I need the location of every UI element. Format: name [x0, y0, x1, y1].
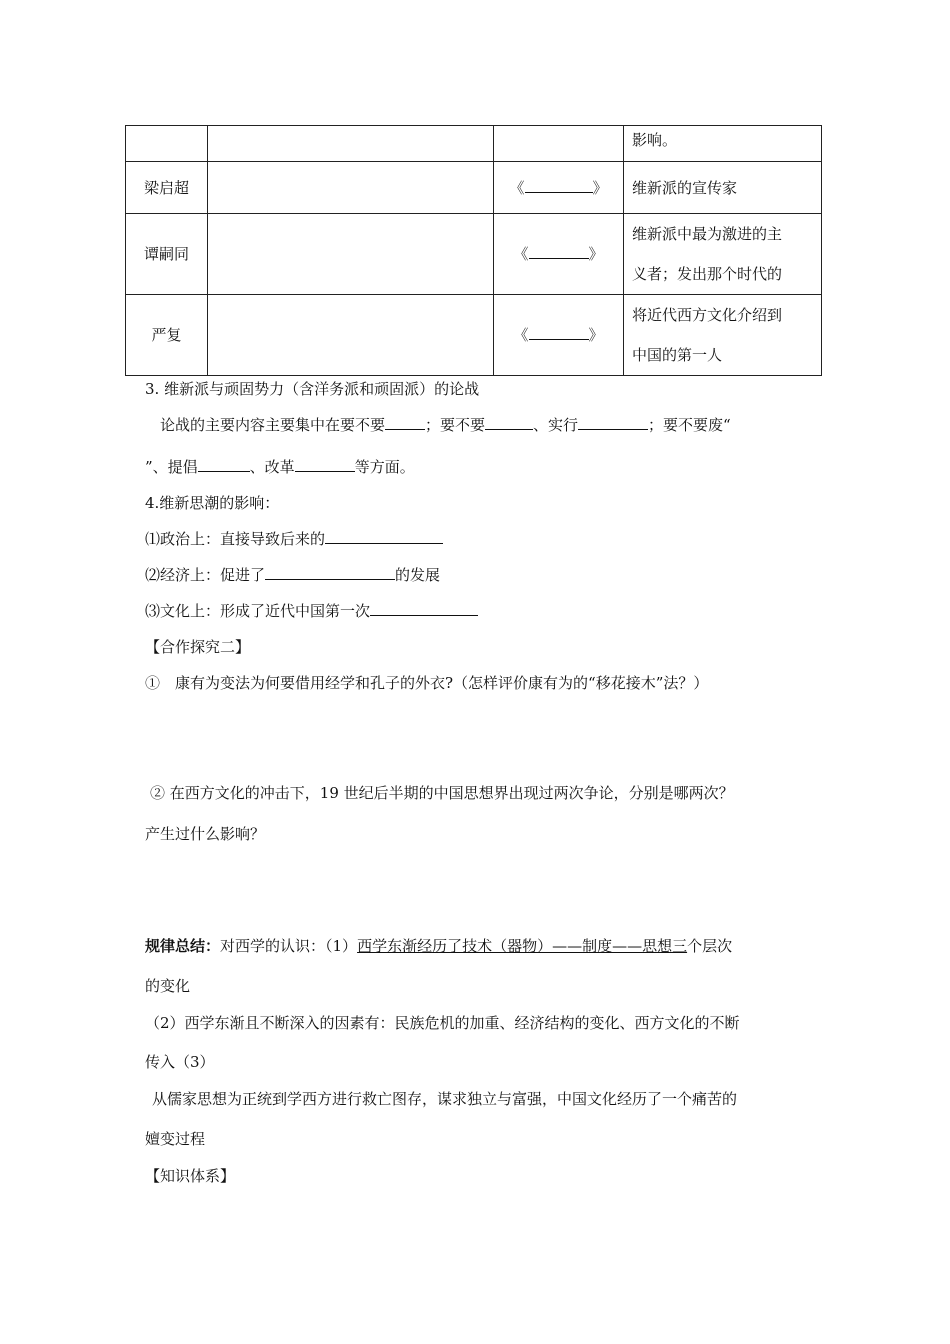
book-title-blank[interactable]	[529, 324, 589, 340]
book-close-bracket: 》	[592, 178, 608, 197]
book-close-bracket: 》	[588, 245, 604, 263]
summary-line-4: 传入（3）	[145, 1053, 215, 1071]
debate-text: 、改革	[249, 458, 295, 476]
work-cell	[208, 126, 494, 162]
section3-heading: 3. 维新派与顽固势力（含洋务派和顽固派）的论战	[145, 380, 480, 398]
impact-text: ⑴政治上：直接导致后来的	[145, 530, 326, 548]
description-line: 维新派的宣传家	[632, 178, 738, 197]
section4-heading: 4.维新思潮的影响：	[145, 494, 280, 512]
summary-text: 对西学的认识：（1）	[220, 937, 358, 955]
impact-text: ⑵经济上：促进了	[145, 566, 266, 584]
knowledge-heading: 【知识体系】	[145, 1167, 236, 1185]
coop-heading: 【合作探究二】	[145, 638, 251, 656]
description-line: 将近代西方文化介绍到	[632, 306, 783, 324]
table-row	[126, 214, 822, 295]
impact-economic	[145, 564, 440, 585]
fill-blank[interactable]	[385, 414, 425, 430]
debate-text: ；要不要废“	[648, 416, 731, 434]
table-row	[126, 295, 822, 376]
work-cell	[208, 162, 494, 214]
impact-political	[145, 528, 443, 549]
debate-text: ；要不要	[425, 416, 486, 434]
debate-text: 等方面。	[354, 458, 415, 476]
reformer-name: 梁启超	[126, 162, 208, 214]
reformer-name: 严复	[126, 295, 208, 376]
book-title-cell	[494, 162, 624, 214]
reformer-name	[126, 126, 208, 162]
work-cell	[208, 295, 494, 376]
fill-blank[interactable]	[325, 528, 443, 544]
description-line: 义者；发出那个时代的	[632, 265, 783, 283]
summary-line-1	[145, 935, 732, 956]
impact-text: 的发展	[395, 566, 441, 584]
summary-text: 个层次	[687, 937, 733, 955]
table-row	[126, 162, 822, 214]
book-title-cell	[494, 126, 624, 162]
fill-blank[interactable]	[370, 600, 478, 616]
book-title-blank[interactable]	[529, 243, 589, 259]
book-open-bracket: 《	[509, 178, 525, 197]
book-open-bracket: 《	[513, 326, 529, 344]
reformers-table	[125, 125, 822, 376]
debate-text: 论战的主要内容主要集中在要不要	[160, 416, 386, 434]
book-title-cell	[494, 214, 624, 295]
reformer-description	[624, 126, 822, 162]
fill-blank[interactable]	[485, 414, 533, 430]
fill-blank[interactable]	[265, 564, 395, 580]
coop-question-2-cont: 产生过什么影响？	[145, 825, 266, 843]
work-cell	[208, 214, 494, 295]
debate-text: 、实行	[533, 416, 579, 434]
summary-underlined: 西学东渐经历了技术（器物）——制度——思想三	[357, 937, 688, 955]
table-row	[126, 126, 822, 162]
description-line: 影响。	[632, 131, 678, 149]
reformer-description	[624, 162, 822, 214]
book-open-bracket: 《	[513, 245, 529, 263]
summary-line-5: 从儒家思想为正统到学西方进行救亡图存，谋求独立与富强，中国文化经历了一个痛苦的	[152, 1090, 738, 1108]
book-title-cell	[494, 295, 624, 376]
fill-blank[interactable]	[295, 456, 355, 472]
coop-question-1: ① 康有为变法为何要借用经学和孔子的外衣?（怎样评价康有为的“移花接木”法？）	[145, 674, 709, 692]
summary-line-2: 的变化	[145, 977, 191, 995]
book-close-bracket: 》	[588, 326, 604, 344]
reformer-description	[624, 295, 822, 376]
reformer-name: 谭嗣同	[126, 214, 208, 295]
summary-label: 规律总结：	[145, 937, 221, 955]
debate-line-2	[145, 456, 415, 477]
debate-text: ”、提倡	[145, 458, 198, 476]
summary-line-6: 嬗变过程	[145, 1130, 206, 1148]
impact-cultural	[145, 600, 478, 621]
reformer-description	[624, 214, 822, 295]
coop-question-2: ② 在西方文化的冲击下，19 世纪后半期的中国思想界出现过两次争论，分别是哪两次？	[150, 784, 734, 802]
description-line: 维新派中最为激进的主	[632, 225, 783, 243]
summary-line-3: （2）西学东渐且不断深入的因素有：民族危机的加重、经济结构的变化、西方文化的不断	[145, 1014, 740, 1032]
impact-text: ⑶文化上：形成了近代中国第一次	[145, 602, 371, 620]
fill-blank[interactable]	[578, 414, 648, 430]
book-title-blank[interactable]	[525, 177, 593, 193]
debate-line-1	[160, 414, 731, 435]
description-line: 中国的第一人	[632, 346, 723, 364]
fill-blank[interactable]	[198, 456, 250, 472]
